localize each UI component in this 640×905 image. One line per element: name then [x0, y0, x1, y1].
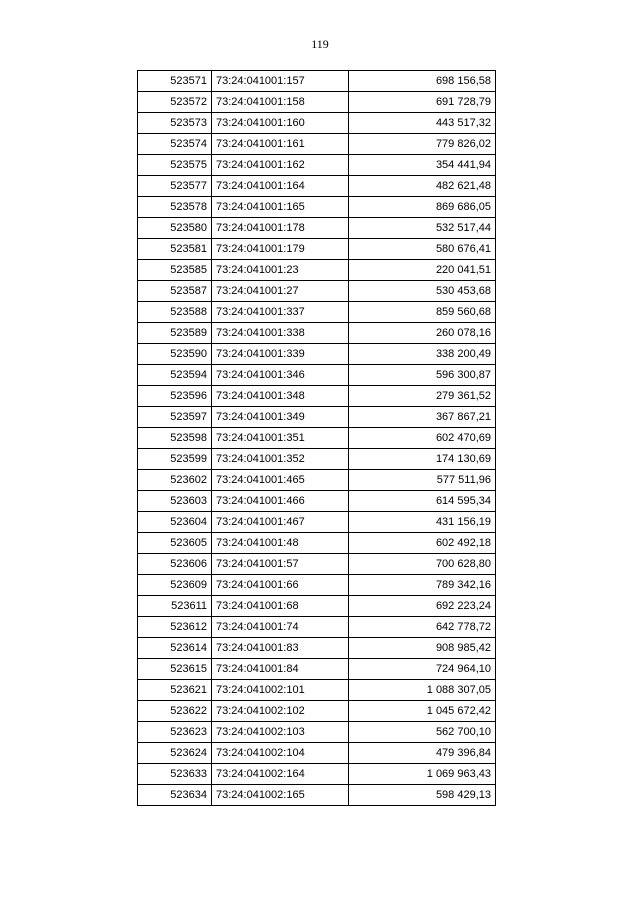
table-row: [138, 197, 496, 218]
table-row: [138, 71, 496, 92]
row-id-cell: 523622: [138, 701, 212, 722]
cadastral-number-cell: 73:24:041001:161: [212, 134, 349, 155]
row-id-cell: 523571: [138, 71, 212, 92]
value-cell: 279 361,52: [349, 386, 496, 407]
cadastral-number-cell: 73:24:041001:351: [212, 428, 349, 449]
cadastral-number-cell: 73:24:041002:101: [212, 680, 349, 701]
cadastral-number-cell: 73:24:041002:165: [212, 785, 349, 806]
row-id-cell: 523603: [138, 491, 212, 512]
value-cell: 602 470,69: [349, 428, 496, 449]
value-cell: 482 621,48: [349, 176, 496, 197]
row-id-cell: 523599: [138, 449, 212, 470]
cadastral-number-cell: 73:24:041001:338: [212, 323, 349, 344]
value-cell: 908 985,42: [349, 638, 496, 659]
cadastral-number-cell: 73:24:041001:337: [212, 302, 349, 323]
row-id-cell: 523621: [138, 680, 212, 701]
row-id-cell: 523623: [138, 722, 212, 743]
cadastral-number-cell: 73:24:041001:157: [212, 71, 349, 92]
value-cell: 724 964,10: [349, 659, 496, 680]
table-row: [138, 134, 496, 155]
cadastral-number-cell: 73:24:041002:164: [212, 764, 349, 785]
row-id-cell: 523596: [138, 386, 212, 407]
cadastral-number-cell: 73:24:041001:352: [212, 449, 349, 470]
cadastral-number-cell: 73:24:041001:465: [212, 470, 349, 491]
cadastral-number-cell: 73:24:041001:57: [212, 554, 349, 575]
value-cell: 580 676,41: [349, 239, 496, 260]
cadastral-number-cell: 73:24:041001:48: [212, 533, 349, 554]
value-cell: 1 069 963,43: [349, 764, 496, 785]
cadastral-number-cell: 73:24:041001:178: [212, 218, 349, 239]
table-row: [138, 323, 496, 344]
cadastral-number-cell: 73:24:041001:27: [212, 281, 349, 302]
cadastral-number-cell: 73:24:041001:23: [212, 260, 349, 281]
table-row: [138, 449, 496, 470]
row-id-cell: 523574: [138, 134, 212, 155]
table-row: [138, 533, 496, 554]
table-row: [138, 113, 496, 134]
value-cell: 700 628,80: [349, 554, 496, 575]
row-id-cell: 523604: [138, 512, 212, 533]
cadastral-number-cell: 73:24:041001:164: [212, 176, 349, 197]
row-id-cell: 523594: [138, 365, 212, 386]
row-id-cell: 523577: [138, 176, 212, 197]
value-cell: 698 156,58: [349, 71, 496, 92]
table-row: [138, 785, 496, 806]
value-cell: 602 492,18: [349, 533, 496, 554]
table-row: [138, 281, 496, 302]
table-row: [138, 239, 496, 260]
table-row: [138, 512, 496, 533]
value-cell: 338 200,49: [349, 344, 496, 365]
cadastral-number-cell: 73:24:041001:165: [212, 197, 349, 218]
row-id-cell: 523589: [138, 323, 212, 344]
value-cell: 1 045 672,42: [349, 701, 496, 722]
table-row: [138, 680, 496, 701]
cadastral-number-cell: 73:24:041001:346: [212, 365, 349, 386]
row-id-cell: 523612: [138, 617, 212, 638]
row-id-cell: 523602: [138, 470, 212, 491]
cadastral-number-cell: 73:24:041001:160: [212, 113, 349, 134]
cadastral-number-cell: 73:24:041001:158: [212, 92, 349, 113]
row-id-cell: 523611: [138, 596, 212, 617]
value-cell: 859 560,68: [349, 302, 496, 323]
row-id-cell: 523590: [138, 344, 212, 365]
row-id-cell: 523578: [138, 197, 212, 218]
cadastral-number-cell: 73:24:041001:349: [212, 407, 349, 428]
table-row: [138, 407, 496, 428]
page-number: 119: [311, 37, 329, 51]
row-id-cell: 523597: [138, 407, 212, 428]
table-row: [138, 428, 496, 449]
row-id-cell: 523572: [138, 92, 212, 113]
row-id-cell: 523633: [138, 764, 212, 785]
value-cell: 431 156,19: [349, 512, 496, 533]
row-id-cell: 523605: [138, 533, 212, 554]
value-cell: 479 396,84: [349, 743, 496, 764]
cadastral-number-cell: 73:24:041001:68: [212, 596, 349, 617]
cadastral-number-cell: 73:24:041001:467: [212, 512, 349, 533]
value-cell: 532 517,44: [349, 218, 496, 239]
cadastral-number-cell: 73:24:041001:74: [212, 617, 349, 638]
cadastral-number-cell: 73:24:041002:103: [212, 722, 349, 743]
row-id-cell: 523609: [138, 575, 212, 596]
table-row: [138, 470, 496, 491]
table-row: [138, 344, 496, 365]
table-row: [138, 491, 496, 512]
table-row: [138, 260, 496, 281]
value-cell: 869 686,05: [349, 197, 496, 218]
value-cell: 443 517,32: [349, 113, 496, 134]
table-row: [138, 659, 496, 680]
value-cell: 779 826,02: [349, 134, 496, 155]
value-cell: 642 778,72: [349, 617, 496, 638]
table-row: [138, 764, 496, 785]
value-cell: 562 700,10: [349, 722, 496, 743]
table-row: [138, 701, 496, 722]
table-row: [138, 596, 496, 617]
value-cell: 596 300,87: [349, 365, 496, 386]
cadastral-number-cell: 73:24:041001:466: [212, 491, 349, 512]
table-body: [138, 71, 496, 806]
row-id-cell: 523614: [138, 638, 212, 659]
table-row: [138, 575, 496, 596]
row-id-cell: 523573: [138, 113, 212, 134]
table-row: [138, 743, 496, 764]
row-id-cell: 523606: [138, 554, 212, 575]
table-row: [138, 302, 496, 323]
row-id-cell: 523580: [138, 218, 212, 239]
table-row: [138, 218, 496, 239]
row-id-cell: 523624: [138, 743, 212, 764]
row-id-cell: 523598: [138, 428, 212, 449]
value-cell: 789 342,16: [349, 575, 496, 596]
value-cell: 354 441,94: [349, 155, 496, 176]
row-id-cell: 523615: [138, 659, 212, 680]
value-cell: 260 078,16: [349, 323, 496, 344]
table-row: [138, 638, 496, 659]
value-cell: 174 130,69: [349, 449, 496, 470]
table-row: [138, 554, 496, 575]
cadastral-number-cell: 73:24:041001:83: [212, 638, 349, 659]
table-row: [138, 722, 496, 743]
value-cell: 614 595,34: [349, 491, 496, 512]
cadastral-number-cell: 73:24:041001:84: [212, 659, 349, 680]
row-id-cell: 523588: [138, 302, 212, 323]
cadastral-number-cell: 73:24:041002:102: [212, 701, 349, 722]
row-id-cell: 523634: [138, 785, 212, 806]
cadastral-number-cell: 73:24:041001:348: [212, 386, 349, 407]
row-id-cell: 523587: [138, 281, 212, 302]
cadastral-number-cell: 73:24:041002:104: [212, 743, 349, 764]
cadastral-number-cell: 73:24:041001:66: [212, 575, 349, 596]
table-row: [138, 92, 496, 113]
table-row: [138, 617, 496, 638]
value-cell: 691 728,79: [349, 92, 496, 113]
value-cell: 577 511,96: [349, 470, 496, 491]
value-cell: 598 429,13: [349, 785, 496, 806]
table-row: [138, 155, 496, 176]
table-row: [138, 365, 496, 386]
value-cell: 1 088 307,05: [349, 680, 496, 701]
row-id-cell: 523585: [138, 260, 212, 281]
value-cell: 220 041,51: [349, 260, 496, 281]
value-cell: 530 453,68: [349, 281, 496, 302]
cadastral-number-cell: 73:24:041001:162: [212, 155, 349, 176]
data-table: [137, 70, 496, 806]
row-id-cell: 523575: [138, 155, 212, 176]
table-row: [138, 386, 496, 407]
value-cell: 692 223,24: [349, 596, 496, 617]
row-id-cell: 523581: [138, 239, 212, 260]
cadastral-number-cell: 73:24:041001:179: [212, 239, 349, 260]
table-row: [138, 176, 496, 197]
cadastral-number-cell: 73:24:041001:339: [212, 344, 349, 365]
value-cell: 367 867,21: [349, 407, 496, 428]
